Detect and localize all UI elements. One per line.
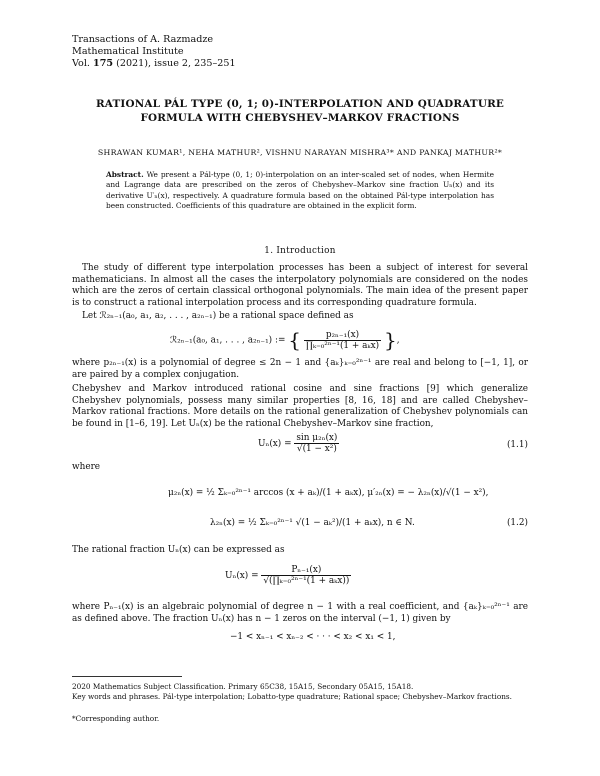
paragraph-1: The study of different type interpolation processes has been a subject of interest for several mathematicians. In almost all the cases the interpolatory polynomials are considered on the nodes which are the zeros of certain classical orthogonal polynomials. The main idea of the present paper is to construct a rational interpolation process and its corresponding quadrature formula. <box>72 263 528 308</box>
equation-fraction: Uₙ(x) = $\frac{\text{Pₙ₋₁(x)}}{\text{√(∏ₖ₌₀²ⁿ⁻¹(1 + aₖx))}}$ <box>225 565 350 586</box>
paragraph-7: where Pₙ₋₁(x) is an algebraic polynomial of degree n − 1 with a real coefficient, and {aₖ}ₖ₌₀²ⁿ⁻¹ are as defined above. The fraction Uₙ(x) has n − 1 zeros on the interval (−1, 1) given by <box>72 602 528 624</box>
footnote-msc: 2020 Mathematics Subject Classification. Primary 65C38, 15A15, Secondary 05A15, 15A18. <box>72 682 414 691</box>
footnote-keywords: Key words and phrases. Pál-type interpolation; Lobatto-type quadrature; Rational space; Chebyshev–Markov fractions. <box>72 692 512 701</box>
section-heading: 1. Introduction <box>264 246 336 256</box>
equation-space: ℛ₂ₙ₋₁(a₀, a₁, . . . , a₂ₙ₋₁) := { $\frac{\text{p₂ₙ₋₁(x)}}{\text{∏ₖ₌₀²ⁿ⁻¹(1 + aₖx)}}$ }, <box>170 328 400 352</box>
equation-un: Uₙ(x) = $\frac{\text{sin μ₂ₙ(x)}}{\text{√(1 − x²)}}$ <box>258 433 338 454</box>
paragraph-5: where <box>72 462 101 472</box>
title-line2: FORMULA WITH CHEBYSHEV–MARKOV FRACTIONS <box>140 112 460 124</box>
paper-title <box>60 97 540 125</box>
footnote-rule <box>72 676 182 677</box>
journal-header <box>72 34 236 70</box>
authors: SHRAWAN KUMAR¹, NEHA MATHUR², VISHNU NARAYAN MISHRA³* AND PANKAJ MATHUR²* <box>97 148 503 157</box>
paragraph-6: The rational fraction Uₙ(x) can be expressed as <box>72 545 285 555</box>
abstract-label: Abstract. <box>106 170 144 179</box>
abstract-text: We present a Pál-type (0, 1; 0)-interpolation on an inter-scaled set of nodes, when Hermite and Lagrange data are prescribed on the zeros of Chebyshev–Markov sine fraction Uₙ(x) and its derivative U′ₙ(x), respectively. A quadrature formula based on the obtained Pál-type interpolation has been constructed. Coefficients of this quadrature are obtained in the explicit form. <box>106 170 494 210</box>
abstract <box>106 170 494 211</box>
journal-volume: Vol. 175 (2021), issue 2, 235–251 <box>72 58 236 69</box>
journal-line1: Transactions of A. Razmadze <box>72 34 214 45</box>
paragraph-3: where p₂ₙ₋₁(x) is a polynomial of degree ≤ 2n − 1 and {aₖ}ₖ₌₀²ⁿ⁻¹ are real and belong to [−1, 1], or are paired by a complex conjugation. <box>72 358 528 380</box>
paragraph-2: Let ℛ₂ₙ₋₁(a₀, a₁, a₂, . . . , a₂ₙ₋₁) be a rational space defined as <box>82 311 354 321</box>
equation-lambda: λ₂ₙ(x) = ½ Σₖ₌₀²ⁿ⁻¹ √(1 − aₖ²)/(1 + aₖx), n ∈ N. <box>210 518 415 528</box>
footnote-corresponding: *Corresponding author. <box>72 714 160 723</box>
title-line1: RATIONAL PÁL TYPE (0, 1; 0)-INTERPOLATION AND QUADRATURE <box>95 98 505 110</box>
paragraph-4: Chebyshev and Markov introduced rational cosine and sine fractions [9] which generalize Chebyshev polynomials, possess many similar properties [8, 16, 18] and are called Chebyshev–Markov rational fractions. More details on the rational generalization of Chebyshev polynomials can be found in [1–6, 19]. Let Uₙ(x) be the rational Chebyshev–Markov sine fraction, <box>72 384 528 429</box>
equation-mu: μ₂ₙ(x) = ½ Σₖ₌₀²ⁿ⁻¹ arccos (x + aₖ)/(1 + aₖx), μ′₂ₙ(x) = − λ₂ₙ(x)/√(1 − x²), <box>168 488 489 498</box>
equation-number-1-2: (1.2) <box>506 518 528 528</box>
equation-number-1-1: (1.1) <box>506 440 528 450</box>
journal-line2: Mathematical Institute <box>72 46 184 57</box>
equation-zeros: −1 < xₙ₋₁ < xₙ₋₂ < · · · < x₂ < x₁ < 1, <box>230 632 396 642</box>
